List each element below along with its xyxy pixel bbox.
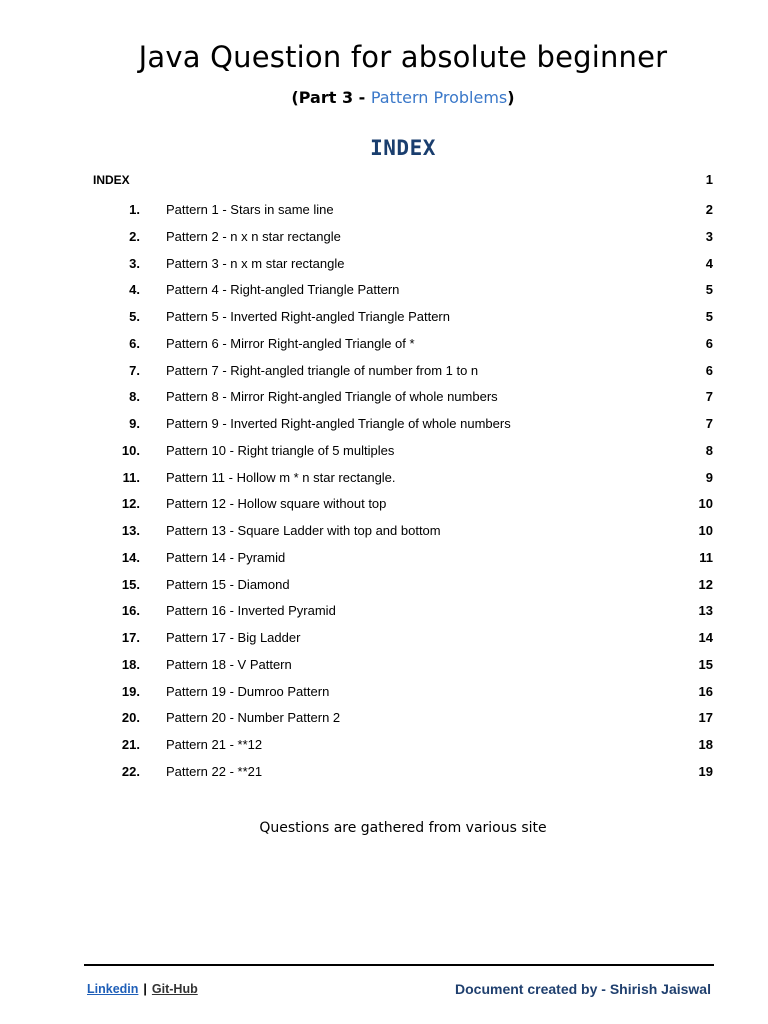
toc-label: Pattern 14 - Pyramid [166, 549, 286, 565]
toc-label: Pattern 7 - Right-angled triangle of number from 1 to n [166, 362, 479, 378]
toc-number: 7. [129, 362, 140, 378]
toc-number: 5. [129, 309, 140, 324]
toc-number: 15. [121, 576, 140, 592]
subtitle-accent: Pattern Problems [370, 88, 508, 107]
document-subtitle [0, 88, 768, 107]
toc-page-number: 8 [705, 442, 713, 458]
toc-label: Pattern 1 - Stars in same line [166, 202, 334, 217]
toc-row[interactable] [0, 200, 768, 220]
toc-label: Pattern 10 - Right triangle of 5 multiples [166, 442, 395, 458]
toc-page-number: 11 [699, 549, 713, 565]
toc-number: 4. [129, 282, 140, 298]
github-link[interactable]: Git-Hub [151, 982, 198, 996]
toc-page-number: 5 [705, 309, 713, 324]
toc-number: 17. [121, 630, 140, 645]
toc-number: 19. [121, 683, 140, 699]
toc-number: 3. [129, 255, 140, 271]
toc-page-number: 18 [698, 737, 713, 752]
toc-row[interactable] [0, 414, 768, 434]
toc-label: Pattern 2 - n x n star rectangle [166, 228, 341, 244]
toc-number: 1. [129, 202, 140, 217]
toc-row[interactable] [0, 387, 768, 407]
toc-row[interactable] [0, 655, 768, 675]
toc-page-number: 7 [705, 416, 713, 431]
footer-divider [84, 964, 714, 966]
toc-row[interactable] [0, 628, 768, 648]
toc-page-number: 16 [698, 683, 713, 699]
toc-page-number: 19 [698, 763, 713, 779]
toc-label: Pattern 15 - Diamond [166, 576, 290, 592]
toc-page-number: 9 [705, 469, 713, 485]
toc-page-number: 6 [705, 362, 713, 378]
toc-row[interactable] [0, 254, 768, 274]
toc-label: Pattern 17 - Big Ladder [166, 630, 301, 645]
toc-page-number: 5 [705, 282, 713, 298]
toc-label: Pattern 8 - Mirror Right-angled Triangle of whole numbers [166, 389, 498, 405]
toc-label: INDEX [93, 173, 130, 187]
toc-label: Pattern 21 - **12 [166, 737, 263, 752]
toc-row[interactable] [0, 682, 768, 702]
toc-number: 22. [121, 763, 140, 779]
subtitle-prefix: (Part 3 - [291, 88, 371, 107]
toc-row[interactable] [0, 601, 768, 621]
toc-label: Pattern 12 - Hollow square without top [166, 496, 387, 512]
toc-page-number: 6 [705, 335, 713, 351]
toc-page-number: 10 [698, 496, 713, 512]
document-title: Java Question for absolute beginner [138, 40, 668, 74]
toc-label: Pattern 5 - Inverted Right-angled Triangle Pattern [166, 309, 450, 324]
toc-label: Pattern 16 - Inverted Pyramid [166, 603, 336, 619]
toc-label: Pattern 19 - Dumroo Pattern [166, 683, 330, 699]
toc-page-number: 12 [698, 576, 713, 592]
toc-number: 14. [121, 549, 140, 565]
toc-row-index[interactable] [0, 170, 768, 190]
toc-row[interactable] [0, 735, 768, 755]
toc-page-number: 10 [698, 523, 713, 538]
toc-label: Pattern 4 - Right-angled Triangle Pattern [166, 282, 400, 298]
toc-number: 16. [121, 603, 140, 619]
toc-row[interactable] [0, 441, 768, 461]
toc-page-number: 15 [698, 656, 713, 672]
toc-number: 21. [121, 737, 140, 752]
toc-page-number: 4 [705, 255, 713, 271]
toc-number: 6. [129, 335, 140, 351]
link-separator: | [143, 982, 147, 996]
toc-page-number: 7 [705, 389, 713, 405]
linkedin-link[interactable]: Linkedin [87, 982, 139, 996]
toc-row[interactable] [0, 762, 768, 782]
toc-label: Pattern 9 - Inverted Right-angled Triangle of whole numbers [166, 416, 511, 431]
toc-row[interactable] [0, 468, 768, 488]
toc-row[interactable] [0, 575, 768, 595]
footer-note: Questions are gathered from various site [259, 820, 547, 836]
toc-page-number: 17 [698, 710, 713, 726]
toc-number: 9. [129, 416, 140, 431]
footer-links [87, 982, 198, 996]
toc-number: 2. [129, 228, 140, 244]
toc-row[interactable] [0, 307, 768, 327]
toc-label: Pattern 3 - n x m star rectangle [166, 255, 345, 271]
author-credit: Document created by - Shirish Jaiswal [455, 981, 711, 997]
toc-number: 18. [121, 656, 140, 672]
toc-row[interactable] [0, 521, 768, 541]
toc-page-number: 2 [705, 202, 713, 217]
toc-number: 11. [122, 469, 140, 485]
toc-row[interactable] [0, 361, 768, 381]
toc-row[interactable] [0, 708, 768, 728]
subtitle-suffix: ) [507, 88, 515, 107]
toc-page-number: 3 [705, 228, 713, 244]
toc-label: Pattern 18 - V Pattern [166, 656, 292, 672]
toc-number: 10. [121, 442, 140, 458]
toc-row[interactable] [0, 334, 768, 354]
toc-label: Pattern 22 - **21 [166, 763, 263, 779]
toc-number: 13. [121, 523, 140, 538]
toc-page-number: 14 [698, 630, 713, 645]
toc-row[interactable] [0, 280, 768, 300]
toc-number: 12. [121, 496, 140, 512]
toc-row[interactable] [0, 227, 768, 247]
toc-number: 20. [121, 710, 140, 726]
toc-row[interactable] [0, 548, 768, 568]
index-heading: INDEX [370, 136, 436, 160]
toc-label: Pattern 20 - Number Pattern 2 [166, 710, 341, 726]
toc-label: Pattern 6 - Mirror Right-angled Triangle of * [166, 335, 415, 351]
toc-page-number: 13 [698, 603, 713, 619]
toc-row[interactable] [0, 494, 768, 514]
toc-label: Pattern 13 - Square Ladder with top and bottom [166, 523, 441, 538]
toc-label: Pattern 11 - Hollow m * n star rectangle. [166, 469, 396, 485]
toc-page-number: 1 [705, 172, 713, 187]
toc-number: 8. [129, 389, 140, 405]
